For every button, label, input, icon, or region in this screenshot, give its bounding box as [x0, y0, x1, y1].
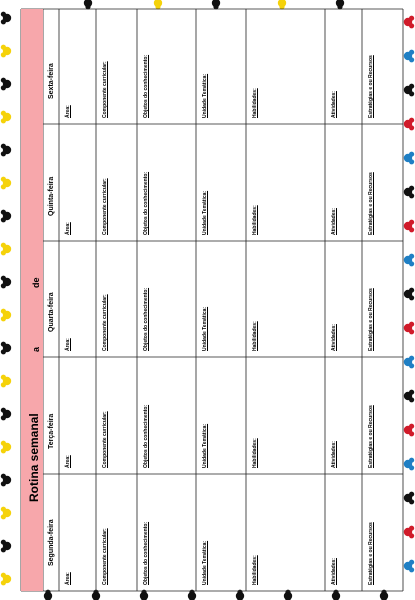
field-label-unidade-tematica: Unidade Temática: [202, 423, 208, 468]
day-header-5: Sexta-feira [48, 63, 55, 99]
field-label-estrategias-e-recursos: Estratégias e ou Recursos [368, 405, 374, 468]
day-header-3: Quarta-feira [48, 292, 55, 332]
field-label-atividades: Atividades: [331, 91, 337, 118]
field-label-objetos-do-conhecimento: Objetos do conhecimento: [143, 287, 149, 351]
field-label-habilidades: Habilidades: [252, 438, 258, 468]
field-label-atividades: Atividades: [331, 441, 337, 468]
field-label-estrategias-e-recursos: Estratégias e ou Recursos [368, 172, 374, 235]
day-header-4: Quinta-feira [48, 176, 55, 216]
field-label-objetos-do-conhecimento: Objetos do conhecimento: [143, 54, 149, 118]
field-label-atividades: Atividades: [331, 208, 337, 235]
field-label-componente-curricular: Componente curricular: [102, 294, 108, 351]
title-banner [21, 9, 43, 591]
field-label-componente-curricular: Componente curricular: [102, 178, 108, 235]
field-label-componente-curricular: Componente curricular: [102, 528, 108, 585]
field-label-objetos-do-conhecimento: Objetos do conhecimento: [143, 404, 149, 468]
field-label-area: Área: [65, 338, 71, 351]
day-header-1: Segunda-feira [48, 519, 55, 566]
field-label-area: Área: [65, 222, 71, 235]
field-label-habilidades: Habilidades: [252, 88, 258, 118]
page-title: Rotina semanal [27, 413, 41, 502]
field-label-unidade-tematica: Unidade Temática: [202, 306, 208, 351]
field-label-objetos-do-conhecimento: Objetos do conhecimento: [143, 521, 149, 585]
field-label-area: Área: [65, 105, 71, 118]
field-label-estrategias-e-recursos: Estratégias e ou Recursos [368, 55, 374, 118]
day-header-2: Terça-feira [48, 413, 55, 449]
date-to-label: de [31, 277, 41, 288]
field-label-area: Área: [65, 572, 71, 585]
field-label-componente-curricular: Componente curricular: [102, 411, 108, 468]
date-from-label: a [31, 346, 41, 352]
field-label-habilidades: Habilidades: [252, 205, 258, 235]
field-label-atividades: Atividades: [331, 558, 337, 585]
field-label-habilidades: Habilidades: [252, 555, 258, 585]
field-label-atividades: Atividades: [331, 324, 337, 351]
field-label-componente-curricular: Componente curricular: [102, 61, 108, 118]
field-label-objetos-do-conhecimento: Objetos do conhecimento: [143, 171, 149, 235]
field-label-unidade-tematica: Unidade Temática: [202, 73, 208, 118]
field-label-unidade-tematica: Unidade Temática: [202, 540, 208, 585]
field-label-area: Área: [65, 455, 71, 468]
field-label-unidade-tematica: Unidade Temática: [202, 190, 208, 235]
field-label-estrategias-e-recursos: Estratégias e ou Recursos [368, 522, 374, 585]
field-label-habilidades: Habilidades: [252, 321, 258, 351]
field-label-estrategias-e-recursos: Estratégias e ou Recursos [368, 288, 374, 351]
